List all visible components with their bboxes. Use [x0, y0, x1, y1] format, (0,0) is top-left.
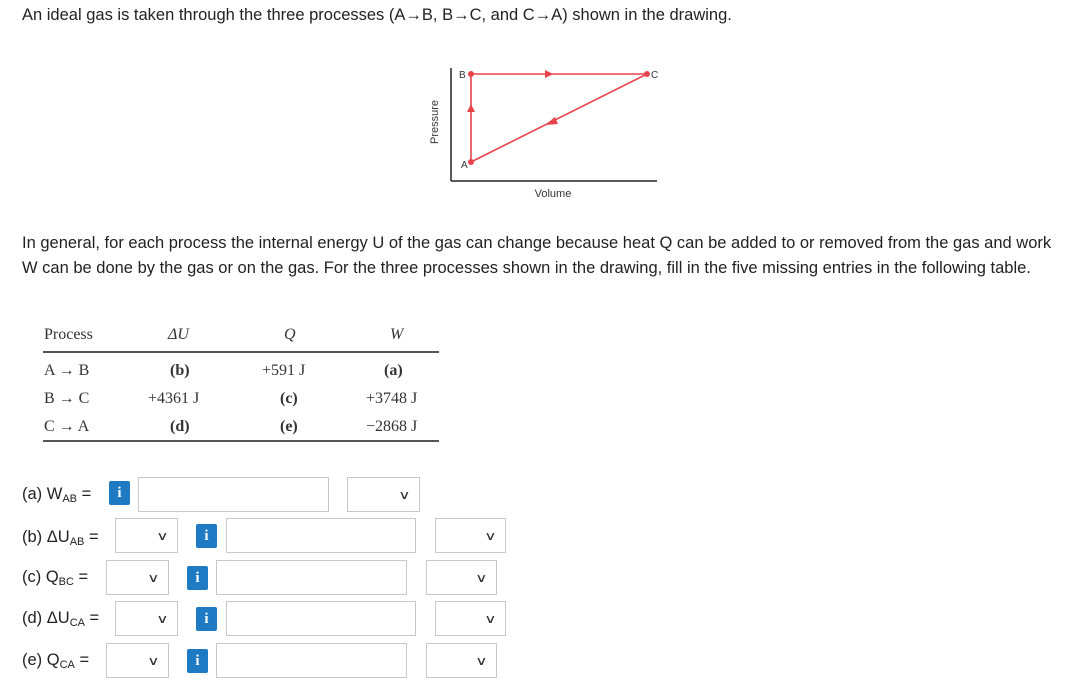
- row2-process: B → C: [44, 390, 90, 407]
- info-button-b[interactable]: i: [196, 524, 217, 548]
- answer-a-unit-select[interactable]: [347, 477, 420, 512]
- row1-w: (a): [384, 362, 403, 379]
- answer-c-unit-select[interactable]: [426, 560, 497, 595]
- question-intro: An ideal gas is taken through the three processes (A→B, B→C, and C→A) shown in the drawing.: [22, 6, 732, 24]
- answer-b-input[interactable]: [226, 518, 416, 553]
- point-c: [644, 71, 650, 77]
- header-w: W: [390, 326, 404, 343]
- table-bottom-rule: [43, 440, 439, 442]
- answer-e-unit-select[interactable]: [426, 643, 497, 678]
- header-delta-u: ΔU: [168, 326, 189, 343]
- point-a-label: A: [461, 160, 468, 171]
- arrow-b-c: [545, 70, 553, 78]
- chevron-down-icon: ∨: [475, 653, 488, 668]
- row3-process: C → A: [44, 418, 90, 435]
- point-b-label: B: [459, 70, 466, 81]
- chevron-down-icon: ∨: [147, 570, 160, 585]
- header-q: Q: [284, 326, 296, 343]
- chevron-down-icon: ∨: [398, 487, 411, 502]
- header-process: Process: [44, 326, 93, 343]
- pv-diagram: [425, 62, 665, 202]
- chevron-down-icon: ∨: [475, 570, 488, 585]
- row3-du: (d): [170, 418, 190, 435]
- answer-c-input[interactable]: [216, 560, 407, 595]
- answer-b-unit-select[interactable]: [435, 518, 506, 553]
- chevron-down-icon: ∨: [156, 528, 169, 543]
- answer-b-sign-select[interactable]: [115, 518, 178, 553]
- answer-d-unit-select[interactable]: [435, 601, 506, 636]
- answer-c-label: (c) $Q_{BC}$ =: [22, 568, 89, 588]
- answer-e-input[interactable]: [216, 643, 407, 678]
- point-c-label: C: [651, 70, 659, 81]
- row2-q: (c): [280, 390, 298, 407]
- chevron-down-icon: ∨: [484, 528, 497, 543]
- answer-e-label: (e) $Q_{CA}$ =: [22, 651, 90, 671]
- point-a: [468, 159, 474, 165]
- arrow-a-b: [467, 104, 475, 112]
- answer-d-input[interactable]: [226, 601, 416, 636]
- row2-du: +4361 J: [148, 390, 200, 407]
- y-axis-label: Pressure: [429, 99, 441, 145]
- point-b: [468, 71, 474, 77]
- info-button-d[interactable]: i: [196, 607, 217, 631]
- answer-d-label: (d) $\Delta U_{CA}$ =: [22, 609, 100, 629]
- answer-e-sign-select[interactable]: [106, 643, 169, 678]
- answer-a-input[interactable]: [138, 477, 329, 512]
- answer-c-sign-select[interactable]: [106, 560, 169, 595]
- data-table: [40, 322, 440, 442]
- info-button-e[interactable]: i: [187, 649, 208, 673]
- process-c-a: [471, 74, 647, 162]
- row1-process: A → B: [44, 362, 90, 379]
- arrow-c-a: [545, 117, 558, 125]
- row3-w: −2868 J: [366, 418, 418, 435]
- row2-w: +3748 J: [366, 390, 418, 407]
- info-button-c[interactable]: i: [187, 566, 208, 590]
- answer-b-label: (b) $\Delta U_{AB}$ =: [22, 528, 99, 548]
- chevron-down-icon: ∨: [484, 611, 497, 626]
- header-rule: [43, 351, 439, 353]
- row3-q: (e): [280, 418, 298, 435]
- row1-q: +591 J: [262, 362, 306, 379]
- chevron-down-icon: ∨: [156, 611, 169, 626]
- answer-d-sign-select[interactable]: [115, 601, 178, 636]
- info-button-a[interactable]: i: [109, 481, 130, 505]
- x-axis-label: Volume: [534, 188, 572, 200]
- answer-a-label: (a) $W_{AB}$ =: [22, 485, 92, 505]
- question-paragraph: In general, for each process the internal energy U of the gas can change because heat Q can be added to or removed from the gas and work W can be done by the gas or on the gas. For the three processes shown in the drawing, fill in the five missing entries in the following table.: [22, 234, 1052, 277]
- row1-du: (b): [170, 362, 190, 379]
- chevron-down-icon: ∨: [147, 653, 160, 668]
